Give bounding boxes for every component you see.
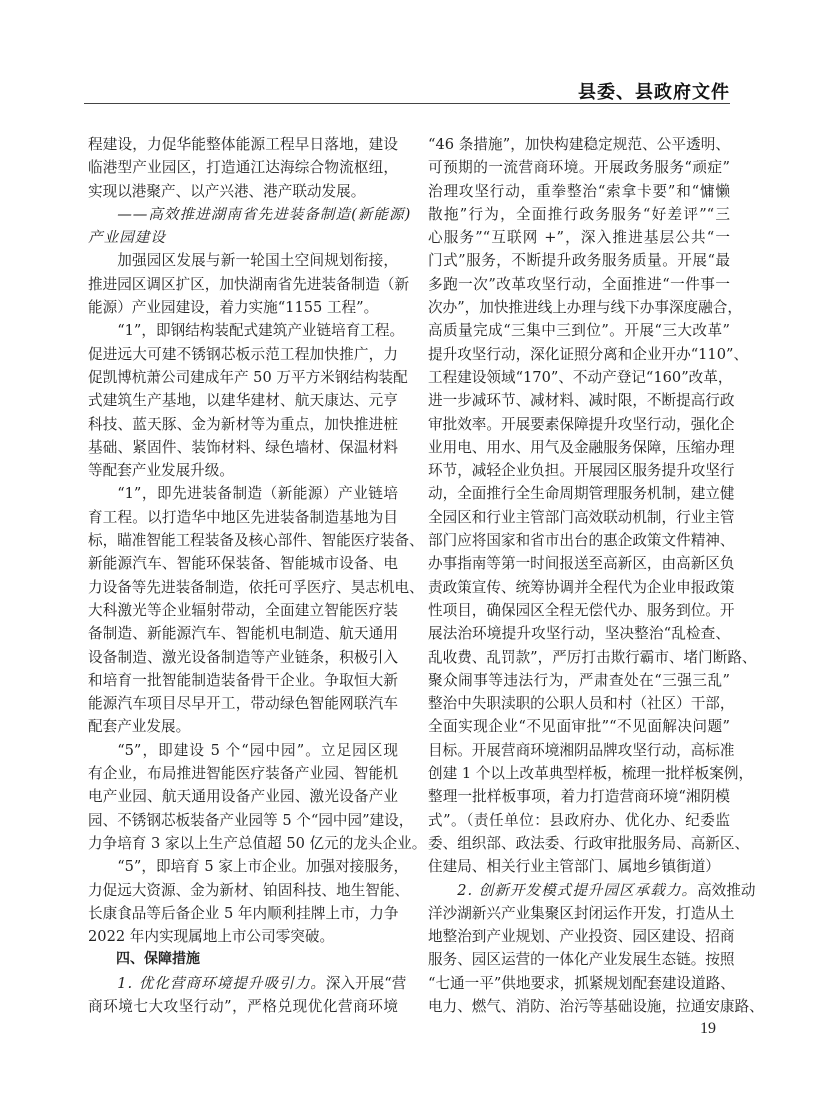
text-line: 提升攻坚行动，深化证照分离和企业开办“110”、 (428, 345, 749, 363)
text-line: 部门应将国家和省市出台的惠企政策文件精神、 (428, 532, 735, 550)
text-line: 聚众闹事等违法行为，严肃查处在“三强三乱” (428, 671, 730, 689)
text-line: 审批效率。开展要素保障提升攻坚行动，强化企 (428, 415, 735, 433)
text-line: 有企业，布局推进智能医疗装备产业园、智能机 (88, 765, 398, 783)
text-line: 力争培育 3 家以上生产总值超 50 亿元的龙头企业。 (88, 834, 427, 852)
section-heading: 四、保障措施 (116, 951, 200, 968)
text-line: 地整治到产业规划、产业投资、园区建设、招商 (428, 928, 735, 946)
text-line: 服务、园区运营的一体化产业发展生态链。按照 (428, 951, 735, 969)
text-line: 科技、蓝天豚、金为新材等为重点，加快推进桩 (88, 415, 398, 433)
text-line: 办事指南等第一时间报送至高新区，由高新区负 (428, 555, 735, 573)
text-line: 电力、燃气、消防、治污等基础设施，拉通安康路、 (428, 997, 764, 1015)
text-line: 环节，减轻企业负担。开展园区服务提升攻坚行 (428, 462, 735, 480)
text-line: 目标。开展营商环境湘阴品牌攻坚行动，高标准 (428, 741, 735, 759)
text-line: 可预期的一流营商环境。开展政务服务“顽症” (428, 159, 730, 177)
text-line: 乱收费、乱罚款”，严厉打击欺行霸市、堵门断路、 (428, 648, 757, 666)
text-line: 业用电、用水、用气及金融服务保障，压缩办理 (428, 438, 735, 456)
text-line: 整理一批样板事项，着力打造营商环境“湘阴模 (428, 788, 730, 806)
text-line: “46 条措施”，加快构建稳定规范、公平透明、 (428, 136, 730, 153)
text-line: 商环境七大攻坚行动”，严格兑现优化营商环境 (88, 997, 398, 1015)
text-line: 全面实现企业“不见面审批”“不见面解决问题” (428, 718, 730, 736)
text-line: 能源）产业园建设，着力实施“1155 工程”。 (88, 299, 379, 317)
text-line: 治理攻坚行动，重拳整治“索拿卡要”和“慵懒 (428, 182, 730, 200)
text-line: 高质量完成“三集中三到位”。开展“三大改革” (428, 322, 730, 340)
text-line: 次办”，加快推进线上办理与线下办事深度融合， (428, 299, 742, 317)
text-line: 园、不锈钢芯板装备产业园等 5 个“园中园”建设， (88, 811, 414, 829)
text-line: 基础、紧固件、装饰材料、绿色墙材、保温材料 (88, 438, 398, 456)
text-line: 等配套产业发展升级。 (88, 462, 234, 480)
text-line: 2022 年内实现属地上市公司零突破。 (88, 928, 335, 946)
text-line: 性项目，确保园区全程无偿代办、服务到位。开 (428, 601, 735, 619)
text-line: 实现以港聚产、以产兴港、港产联动发展。 (88, 182, 366, 200)
subsection-title: ——高效推进湖南省先进装备制造(新能源) (117, 205, 412, 223)
text-line: 委、组织部、政法委、行政审批服务局、高新区、 (428, 834, 750, 852)
text-line: 备制造、新能源汽车、智能机电制造、航天通用 (88, 625, 398, 643)
text-line: “5”，即建设 5 个“园中园”。立足园区现 (117, 741, 398, 759)
text-line: 多跑一次”改革攻坚行动，全面推进“一件事一 (428, 275, 730, 293)
text-line: 式”。（责任单位：县政府办、优化办、纪委监 (428, 811, 730, 829)
text-line: 散拖”行为，全面推行政务服务“好差评”“三 (428, 205, 730, 223)
page-number: 19 (700, 1020, 716, 1037)
text-line: 工程建设领域“170”、不动产登记“160”改革， (428, 368, 733, 386)
item-heading: 2. 创新开发模式提升园区承载力。 (457, 881, 698, 899)
text-line: 创建 1 个以上改革典型样板，梳理一批样板案例， (428, 765, 754, 783)
left-column (88, 133, 427, 1018)
item-heading: 1. 优化营商环境提升吸引力。 (117, 974, 326, 992)
text-line: 责政策宣传、统筹协调并全程代为企业申报政策 (428, 578, 735, 596)
text-line: 整治中失职渎职的公职人员和村（社区）干部， (428, 695, 735, 713)
running-header-title: 县委、县政府文件 (578, 82, 730, 103)
text-line: “七通一平”供地要求，抓紧规划配套建设道路、 (428, 974, 735, 992)
text-line: “1”，即先进装备制造（新能源）产业链培 (117, 485, 398, 503)
text-line: “1”，即钢结构装配式建筑产业链培育工程。 (117, 322, 405, 340)
text-line: 促凯博杭萧公司建成年产 50 万平方米钢结构装配 (88, 368, 408, 386)
text-line: 全园区和行业主管部门高效联动机制，行业主管 (428, 508, 735, 526)
text-line: 推进园区调区扩区，加快湖南省先进装备制造（新 (88, 275, 410, 293)
text-line: 设备制造、激光设备制造等产业链条，积极引入 (88, 648, 398, 666)
text-line: 育工程。以打造华中地区先进装备制造基地为目 (88, 508, 398, 526)
text-line: 长康食品等后备企业 5 年内顺利挂牌上市，力争 (88, 904, 399, 922)
text-line: 力设备等先进装备制造，依托可孚医疗、昊志机电、 (88, 578, 424, 596)
text-line: 促进远大可建不锈钢芯板示范工程加快推广，力 (88, 345, 398, 363)
text-line: 和培育一批智能制造装备骨干企业。争取恒大新 (88, 671, 398, 689)
text-line: 大科激光等企业辐射带动，全面建立智能医疗装 (88, 601, 398, 619)
text-span: 深入开展“营 (325, 974, 407, 992)
text-line: 新能源汽车、智能环保装备、智能城市设备、电 (88, 555, 398, 573)
text-line: 程建设，力促华能整体能源工程早日落地，建设 (88, 136, 398, 153)
text-line: 住建局、相关行业主管部门、属地乡镇街道） (428, 858, 720, 876)
text-line: “5”，即培育 5 家上市企业。加强对接服务， (117, 858, 409, 876)
text-line: 动，全面推行全生命周期管理服务机制，建立健 (428, 485, 735, 503)
header-rule (84, 103, 730, 104)
subsection-title: 产业园建设 (88, 229, 166, 247)
text-line: 进一步减环节、减材料、减时限，不断提高行政 (428, 392, 735, 410)
text-line: 门式”服务，不断提升政务服务质量。开展“最 (428, 252, 730, 270)
text-span: 高效推动 (697, 881, 756, 899)
text-line: 标，瞄准智能工程装备及核心部件、智能医疗装备、 (88, 532, 424, 550)
text-line: 展法治环境提升攻坚行动，坚决整治“乱检查、 (428, 625, 730, 643)
text-line: 加强园区发展与新一轮国土空间规划衔接， (117, 252, 398, 270)
text-line: 临港型产业园区，打造通江达海综合物流枢纽， (88, 159, 398, 177)
text-line (428, 879, 756, 902)
text-line: 式建筑生产基地，以建华建材、航天康达、元亨 (88, 392, 398, 410)
right-column (428, 133, 764, 1018)
text-line (88, 972, 407, 995)
text-line: 配套产业发展。 (88, 718, 191, 736)
text-line: 电产业园、航天通用设备产业园、激光设备产业 (88, 788, 398, 806)
text-line: 能源汽车项目尽早开工，带动绿色智能网联汽车 (88, 695, 398, 713)
text-line: 力促远大资源、金为新材、铂固科技、地生智能、 (88, 881, 410, 899)
text-line: 心服务”“互联网 +”，深入推进基层公共“一 (428, 229, 730, 247)
text-line: 洋沙湖新兴产业集聚区封闭运作开发，打造从土 (428, 904, 735, 922)
